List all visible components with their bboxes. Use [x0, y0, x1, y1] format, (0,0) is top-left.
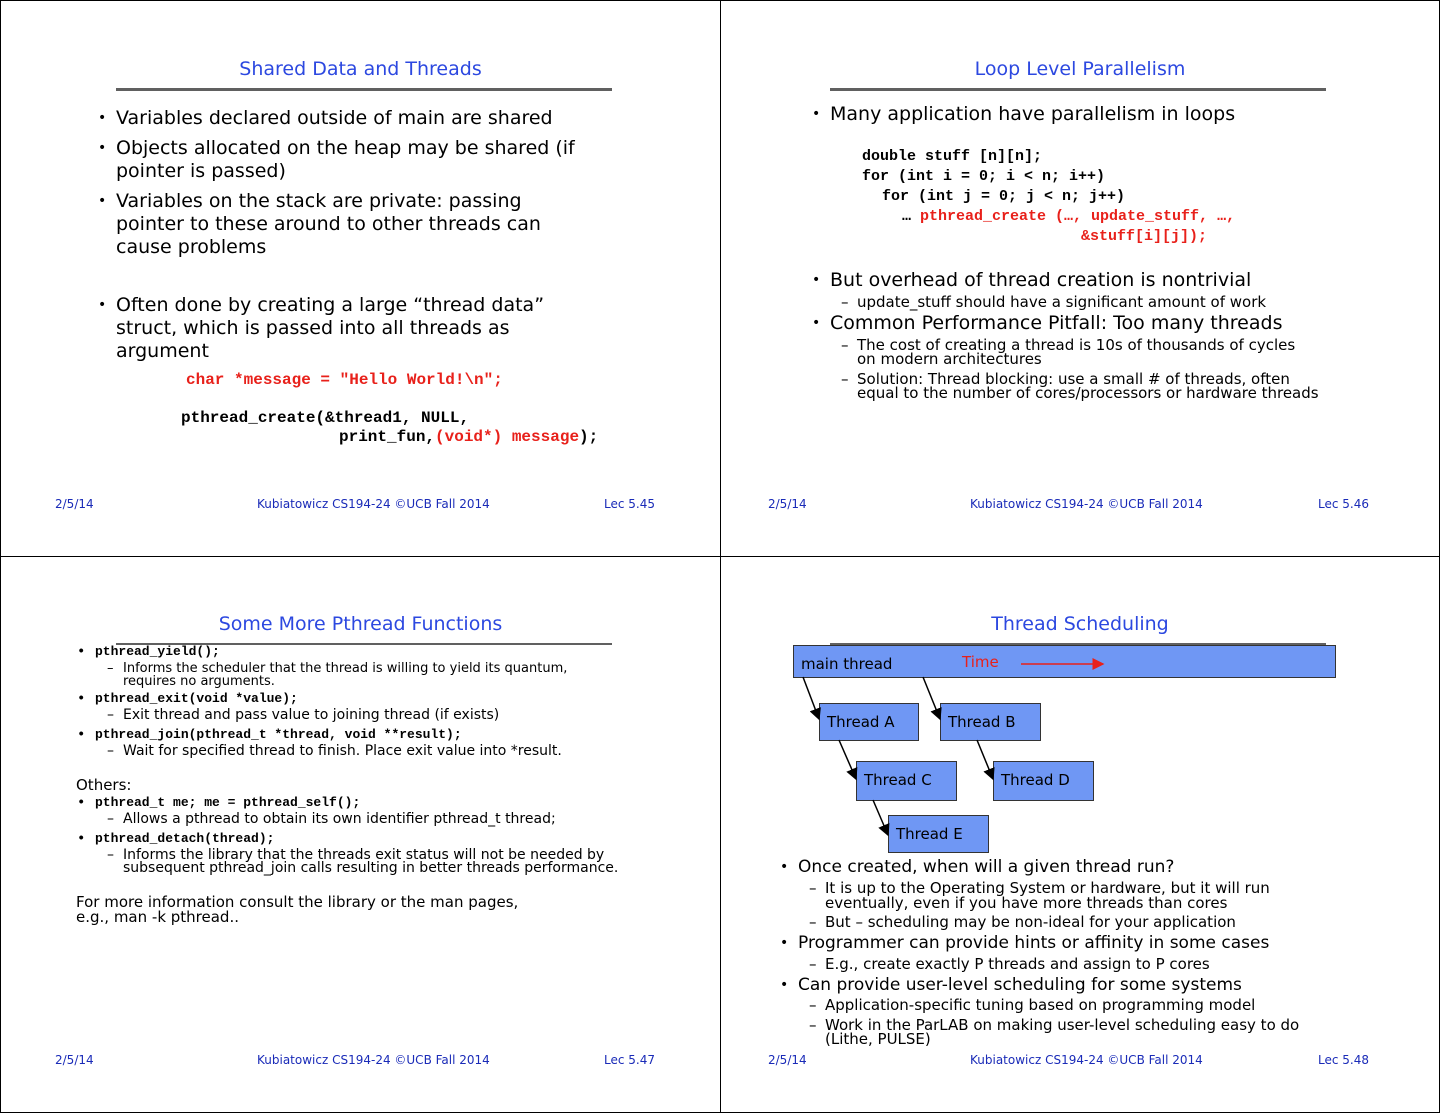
more-info-cont: e.g., man -k pthread..	[76, 908, 239, 926]
code-line: for (int j = 0; j < n; j++)	[882, 188, 1126, 205]
sub-bullet: – Solution: Thread blocking: use a small # of threads, often	[857, 371, 1290, 387]
thread-e-label: Thread E	[896, 825, 963, 843]
arrow-a-to-c	[839, 740, 856, 779]
code-token-highlight: (void*) message	[435, 428, 580, 446]
thread-a-label: Thread A	[827, 713, 895, 731]
bullet: • Often done by creating a large “thread data”	[116, 294, 544, 317]
function-item: • pthread_exit(void *value);	[95, 691, 298, 706]
slide-title: Thread Scheduling	[991, 613, 1169, 635]
bullet: • Variables declared outside of main are shared	[116, 107, 553, 130]
bullet: • Many application have parallelism in loops	[830, 103, 1235, 126]
code-line: &stuff[i][j]);	[1081, 228, 1208, 245]
function-item: • pthread_detach(thread);	[95, 831, 274, 846]
footer-course: Kubiatowicz CS194-24 ©UCB Fall 2014	[257, 497, 490, 511]
function-desc: – Informs the library that the threads exit status will not be needed by	[123, 849, 604, 862]
bullet: • Objects allocated on the heap may be shared (if	[116, 137, 575, 160]
bullet-cont: pointer is passed)	[116, 160, 286, 182]
sub-bullet-cont: eventually, even if you have more threads than cores	[825, 894, 1228, 912]
sub-bullet-cont: equal to the number of cores/processors or hardware threads	[857, 384, 1319, 402]
more-info: For more information consult the library or the man pages,	[76, 893, 519, 911]
bullet-cont: pointer to these around to other threads can	[116, 213, 541, 235]
bullet: • Can provide user-level scheduling for some systems	[798, 975, 1242, 995]
sub-bullet: – Application-specific tuning based on programming model	[825, 997, 1255, 1013]
slide-5-46	[720, 0, 1440, 557]
function-desc: – Exit thread and pass value to joining thread (if exists)	[123, 709, 499, 722]
footer-course: Kubiatowicz CS194-24 ©UCB Fall 2014	[257, 1053, 490, 1067]
code-token: print_fun,	[339, 428, 436, 446]
thread-b-label: Thread B	[948, 713, 1016, 731]
code-line	[339, 428, 598, 446]
thread-d-label: Thread D	[1001, 771, 1070, 789]
function-desc: – Wait for specified thread to finish. Place exit value into *result.	[123, 745, 562, 758]
function-item: • pthread_t me; me = pthread_self();	[95, 795, 360, 810]
footer-lecture: Lec 5.45	[604, 497, 655, 511]
bullet: • Programmer can provide hints or affinity in some cases	[798, 933, 1269, 953]
slide-5-47	[0, 556, 721, 1113]
footer-course: Kubiatowicz CS194-24 ©UCB Fall 2014	[970, 1053, 1203, 1067]
code-line: for (int i = 0; i < n; i++)	[862, 168, 1106, 185]
slide-title: Loop Level Parallelism	[974, 58, 1186, 80]
footer-lecture: Lec 5.48	[1318, 1053, 1369, 1067]
sub-bullet: – Work in the ParLAB on making user-level scheduling easy to do	[825, 1017, 1299, 1033]
code-token-highlight: pthread_create (…, update_stuff, …,	[920, 208, 1236, 225]
arrow-main-to-b	[923, 677, 940, 719]
footer-course: Kubiatowicz CS194-24 ©UCB Fall 2014	[970, 497, 1203, 511]
arrow-b-to-d	[977, 740, 993, 779]
function-desc: – Informs the scheduler that the thread is willing to yield its quantum,	[123, 662, 567, 675]
footer-date: 2/5/14	[768, 497, 807, 511]
arrow-c-to-e	[873, 800, 888, 835]
slide-5-48	[720, 556, 1440, 1113]
sub-bullet-cont: (Lithe, PULSE)	[825, 1030, 931, 1048]
arrow-main-to-a	[803, 677, 819, 719]
slide-title: Some More Pthread Functions	[218, 613, 503, 635]
sub-bullet: – But – scheduling may be non-ideal for your application	[825, 914, 1236, 930]
sub-bullet-cont: on modern architectures	[857, 350, 1042, 368]
footer-date: 2/5/14	[55, 1053, 94, 1067]
bullet: • Variables on the stack are private: passing	[116, 190, 522, 213]
function-desc-cont: subsequent pthread_join calls resulting in better threads performance.	[123, 860, 619, 876]
footer-lecture: Lec 5.47	[604, 1053, 655, 1067]
bullet-cont: struct, which is passed into all threads as	[116, 317, 510, 339]
sub-bullet: – E.g., create exactly P threads and assign to P cores	[825, 956, 1210, 972]
bullet: • But overhead of thread creation is nontrivial	[830, 269, 1251, 292]
bullet: • Common Performance Pitfall: Too many threads	[830, 312, 1282, 335]
others-heading: Others:	[76, 776, 132, 794]
bullet: • Once created, when will a given thread run?	[798, 857, 1174, 877]
function-desc-cont: requires no arguments.	[123, 674, 275, 689]
sub-bullet: – It is up to the Operating System or hardware, but it will run	[825, 880, 1270, 896]
slide-5-45	[0, 0, 721, 557]
code-line	[902, 208, 1235, 225]
function-desc: – Allows a pthread to obtain its own identifier pthread_t thread;	[123, 813, 556, 826]
code-line: char *message = "Hello World!\n";	[186, 371, 503, 389]
slide-title: Shared Data and Threads	[239, 58, 482, 80]
function-item: • pthread_join(pthread_t *thread, void **result);	[95, 727, 462, 742]
title-rule	[830, 88, 1326, 91]
code-token: );	[579, 428, 599, 446]
function-item: • pthread_yield();	[95, 644, 220, 659]
sub-bullet: – update_stuff should have a significant amount of work	[857, 294, 1266, 310]
code-token: …	[902, 208, 921, 225]
main-thread-label: main thread	[801, 655, 893, 673]
bullet-cont: cause problems	[116, 236, 267, 258]
bullet-cont: argument	[116, 340, 209, 362]
title-rule	[116, 88, 612, 91]
sub-bullet: – The cost of creating a thread is 10s of thousands of cycles	[857, 337, 1295, 353]
footer-lecture: Lec 5.46	[1318, 497, 1369, 511]
footer-date: 2/5/14	[55, 497, 94, 511]
code-line: double stuff [n][n];	[862, 148, 1043, 165]
thread-c-label: Thread C	[864, 771, 932, 789]
code-line: pthread_create(&thread1, NULL,	[181, 409, 470, 427]
time-label: Time	[962, 653, 999, 671]
footer-date: 2/5/14	[768, 1053, 807, 1067]
